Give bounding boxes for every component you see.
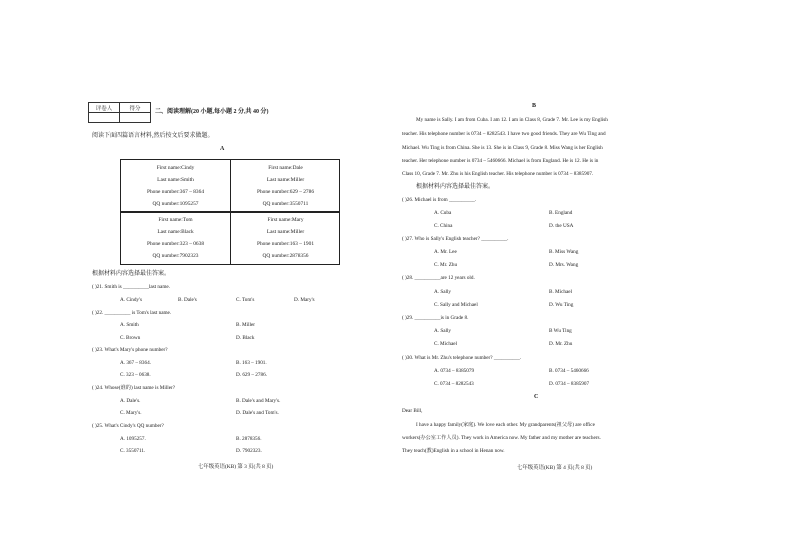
option-d[interactable]: D. the USA	[549, 223, 574, 229]
question-stem: ( )29. __________is in Grade 8.	[402, 315, 469, 321]
card-first-name: First name:Mary	[267, 217, 304, 223]
name-card-cindy	[121, 160, 230, 212]
option-d[interactable]: D. Mr. Zhu	[549, 341, 573, 347]
letter-greeting: Dear Bill,	[402, 408, 423, 414]
card-last-name: Last name:Black	[157, 229, 194, 235]
option-b[interactable]: B. 2878356.	[236, 436, 262, 442]
page-footer-left: 七年级英语(KB) 第 3 页(共 8 页)	[198, 464, 274, 470]
card-last-name: Last name:Miller	[266, 229, 305, 235]
passage-b-line: teacher. His telephone number is 0734 – 8282543. I have two good friends. They are Wu Ting and	[402, 131, 606, 137]
option-c[interactable]: C. 323 – 0638.	[120, 372, 151, 378]
option-c[interactable]: C. Mary's.	[120, 410, 142, 416]
letter-line: They teach(教)English in a school in Henan now.	[402, 448, 505, 454]
option-a[interactable]: A. Cuba	[434, 210, 452, 216]
letter-line: workers(办公室工作人员). They work in America now. My father and my mother are teachers.	[402, 435, 601, 441]
question-stem: ( )28. __________are 12 years old.	[402, 275, 475, 281]
option-a[interactable]: A. Dale's.	[120, 398, 141, 404]
option-d[interactable]: D. Dale's and Tom's.	[236, 410, 279, 416]
option-c[interactable]: C. 3550711.	[120, 448, 146, 454]
option-a[interactable]: A. Smith	[120, 322, 139, 328]
option-b[interactable]: B Wu Ting	[549, 328, 572, 334]
option-a[interactable]: A. Cindy's	[120, 297, 142, 303]
score-box	[88, 102, 151, 123]
score-box-grader-label: 评卷人	[89, 103, 120, 113]
option-b[interactable]: B. 163 – 1901.	[236, 360, 267, 366]
option-c[interactable]: C. Michael	[434, 341, 458, 347]
card-qq: QQ number:7902323	[152, 253, 199, 259]
name-card-tom	[121, 212, 230, 264]
card-last-name: Last name:Miller	[266, 177, 305, 183]
page-footer-right: 七年级英语(KB) 第 4 页(共 8 页)	[517, 465, 593, 471]
option-b[interactable]: B. Dale's and Mary's.	[236, 398, 281, 404]
option-c[interactable]: C. Sally and Michael	[434, 302, 478, 308]
card-last-name: Last name:Smith	[157, 177, 194, 183]
passage-b-label: B	[532, 103, 537, 109]
option-c[interactable]: C. Tom's	[236, 297, 255, 303]
option-a[interactable]: A. Mr. Lee	[434, 249, 457, 255]
option-c[interactable]: C. China	[434, 223, 453, 229]
card-qq: QQ number:1095257	[152, 201, 199, 207]
passage-a-label: A	[220, 146, 225, 152]
option-d[interactable]: D. 0734 – 8385907	[549, 381, 590, 387]
option-c[interactable]: C. Brown	[120, 335, 141, 341]
option-a[interactable]: A. Sally	[434, 289, 452, 295]
option-c[interactable]: C. 0734 – 8282543	[434, 381, 474, 387]
option-b[interactable]: B. 0734 – 5460666	[549, 368, 589, 374]
question-stem: ( )24. Whose(谁的) last name is Miller?	[92, 385, 176, 391]
question-stem: ( )22. __________ is Tom's last name.	[92, 310, 172, 316]
option-c[interactable]: C. Mr. Zhu	[434, 262, 458, 268]
name-cards-table	[120, 159, 340, 265]
card-first-name: First name:Tom	[158, 217, 193, 223]
name-card-mary	[231, 212, 340, 264]
option-b[interactable]: B. Miss Wang	[549, 249, 579, 255]
option-a[interactable]: A. 0734 – 8385079	[434, 368, 475, 374]
question-stem: ( )30. What is Mr. Zhu's telephone number? __________.	[402, 355, 522, 361]
card-first-name: First name:Dale	[268, 165, 303, 171]
option-d[interactable]: D. 7902323.	[236, 448, 262, 454]
option-d[interactable]: D. Black	[236, 335, 255, 341]
card-qq: QQ number:2878356	[262, 253, 309, 259]
choose-instruction-b: 根据材料内容选择最佳答案。	[416, 184, 495, 190]
section-title: 二、阅读理解(20 小题,每小题 2 分,共 40 分)	[155, 109, 269, 115]
question-stem: ( )25. What's Cindy's QQ number?	[92, 423, 164, 429]
name-card-dale	[231, 160, 340, 212]
card-phone: Phone number:367 – 8364	[146, 189, 205, 195]
passage-b-line: Michael. Wu Ting is from China. She is 13. She is in Class 9, Grade 8. Miss Wang is her English	[402, 145, 603, 151]
passage-c-label: C	[534, 394, 539, 400]
option-d[interactable]: D. Wu Ting	[549, 302, 574, 308]
passage-b-line: Class 10, Grade 7. Mr. Zhu is his English teacher. His telephone number is 0734 – 8385907.	[402, 171, 594, 177]
option-d[interactable]: D. Mrs. Wang	[549, 262, 579, 268]
card-phone: Phone number:323 – 0638	[146, 241, 205, 247]
option-a[interactable]: A. Sally	[434, 328, 452, 334]
card-phone: Phone number:163 – 1901	[256, 241, 315, 247]
question-stem: ( )21. Smith is __________last name.	[92, 284, 170, 290]
card-qq: QQ number:3550711	[262, 201, 309, 207]
question-stem: ( )23. What's Mary's phone number?	[92, 347, 168, 353]
option-b[interactable]: B. Michael	[549, 289, 573, 295]
option-a[interactable]: A. 367 – 8364.	[120, 360, 151, 366]
passage-b-line: My name is Sally. I am from Cuba. I am 12. I am in Class 8, Grade 7. Mr. Lee is my English	[416, 117, 608, 123]
question-stem: ( )26. Michael is from __________.	[402, 197, 477, 203]
option-b[interactable]: B. Miller	[236, 322, 256, 328]
card-phone: Phone number:629 – 2786	[256, 189, 315, 195]
score-box-score-label: 得分	[120, 103, 151, 113]
passage-b-line: teacher. Her telephone number is 0734 – 5460666. Michael is from England. He is 12. He is in	[402, 158, 599, 164]
option-a[interactable]: A. 1095257.	[120, 436, 146, 442]
card-first-name: First name:Cindy	[156, 165, 195, 171]
question-stem: ( )27. Who is Sally's English teacher? __________.	[402, 236, 509, 242]
option-b[interactable]: B. England	[549, 210, 573, 216]
option-b[interactable]: B. Dale's	[178, 297, 197, 303]
choose-instruction-a: 根据材料内容选择最佳答案。	[92, 271, 171, 277]
score-box-score-cell	[120, 113, 151, 123]
option-d[interactable]: D. Mary's	[294, 297, 315, 303]
reading-instruction: 阅读下面四篇语言材料,然后按文后要求做题。	[92, 133, 214, 139]
letter-line: I have a happy family(家庭). We love each other. My grandparents(祖父母) are office	[416, 422, 595, 428]
score-box-grader-cell	[89, 113, 120, 123]
option-d[interactable]: D. 629 – 2786.	[236, 372, 267, 378]
